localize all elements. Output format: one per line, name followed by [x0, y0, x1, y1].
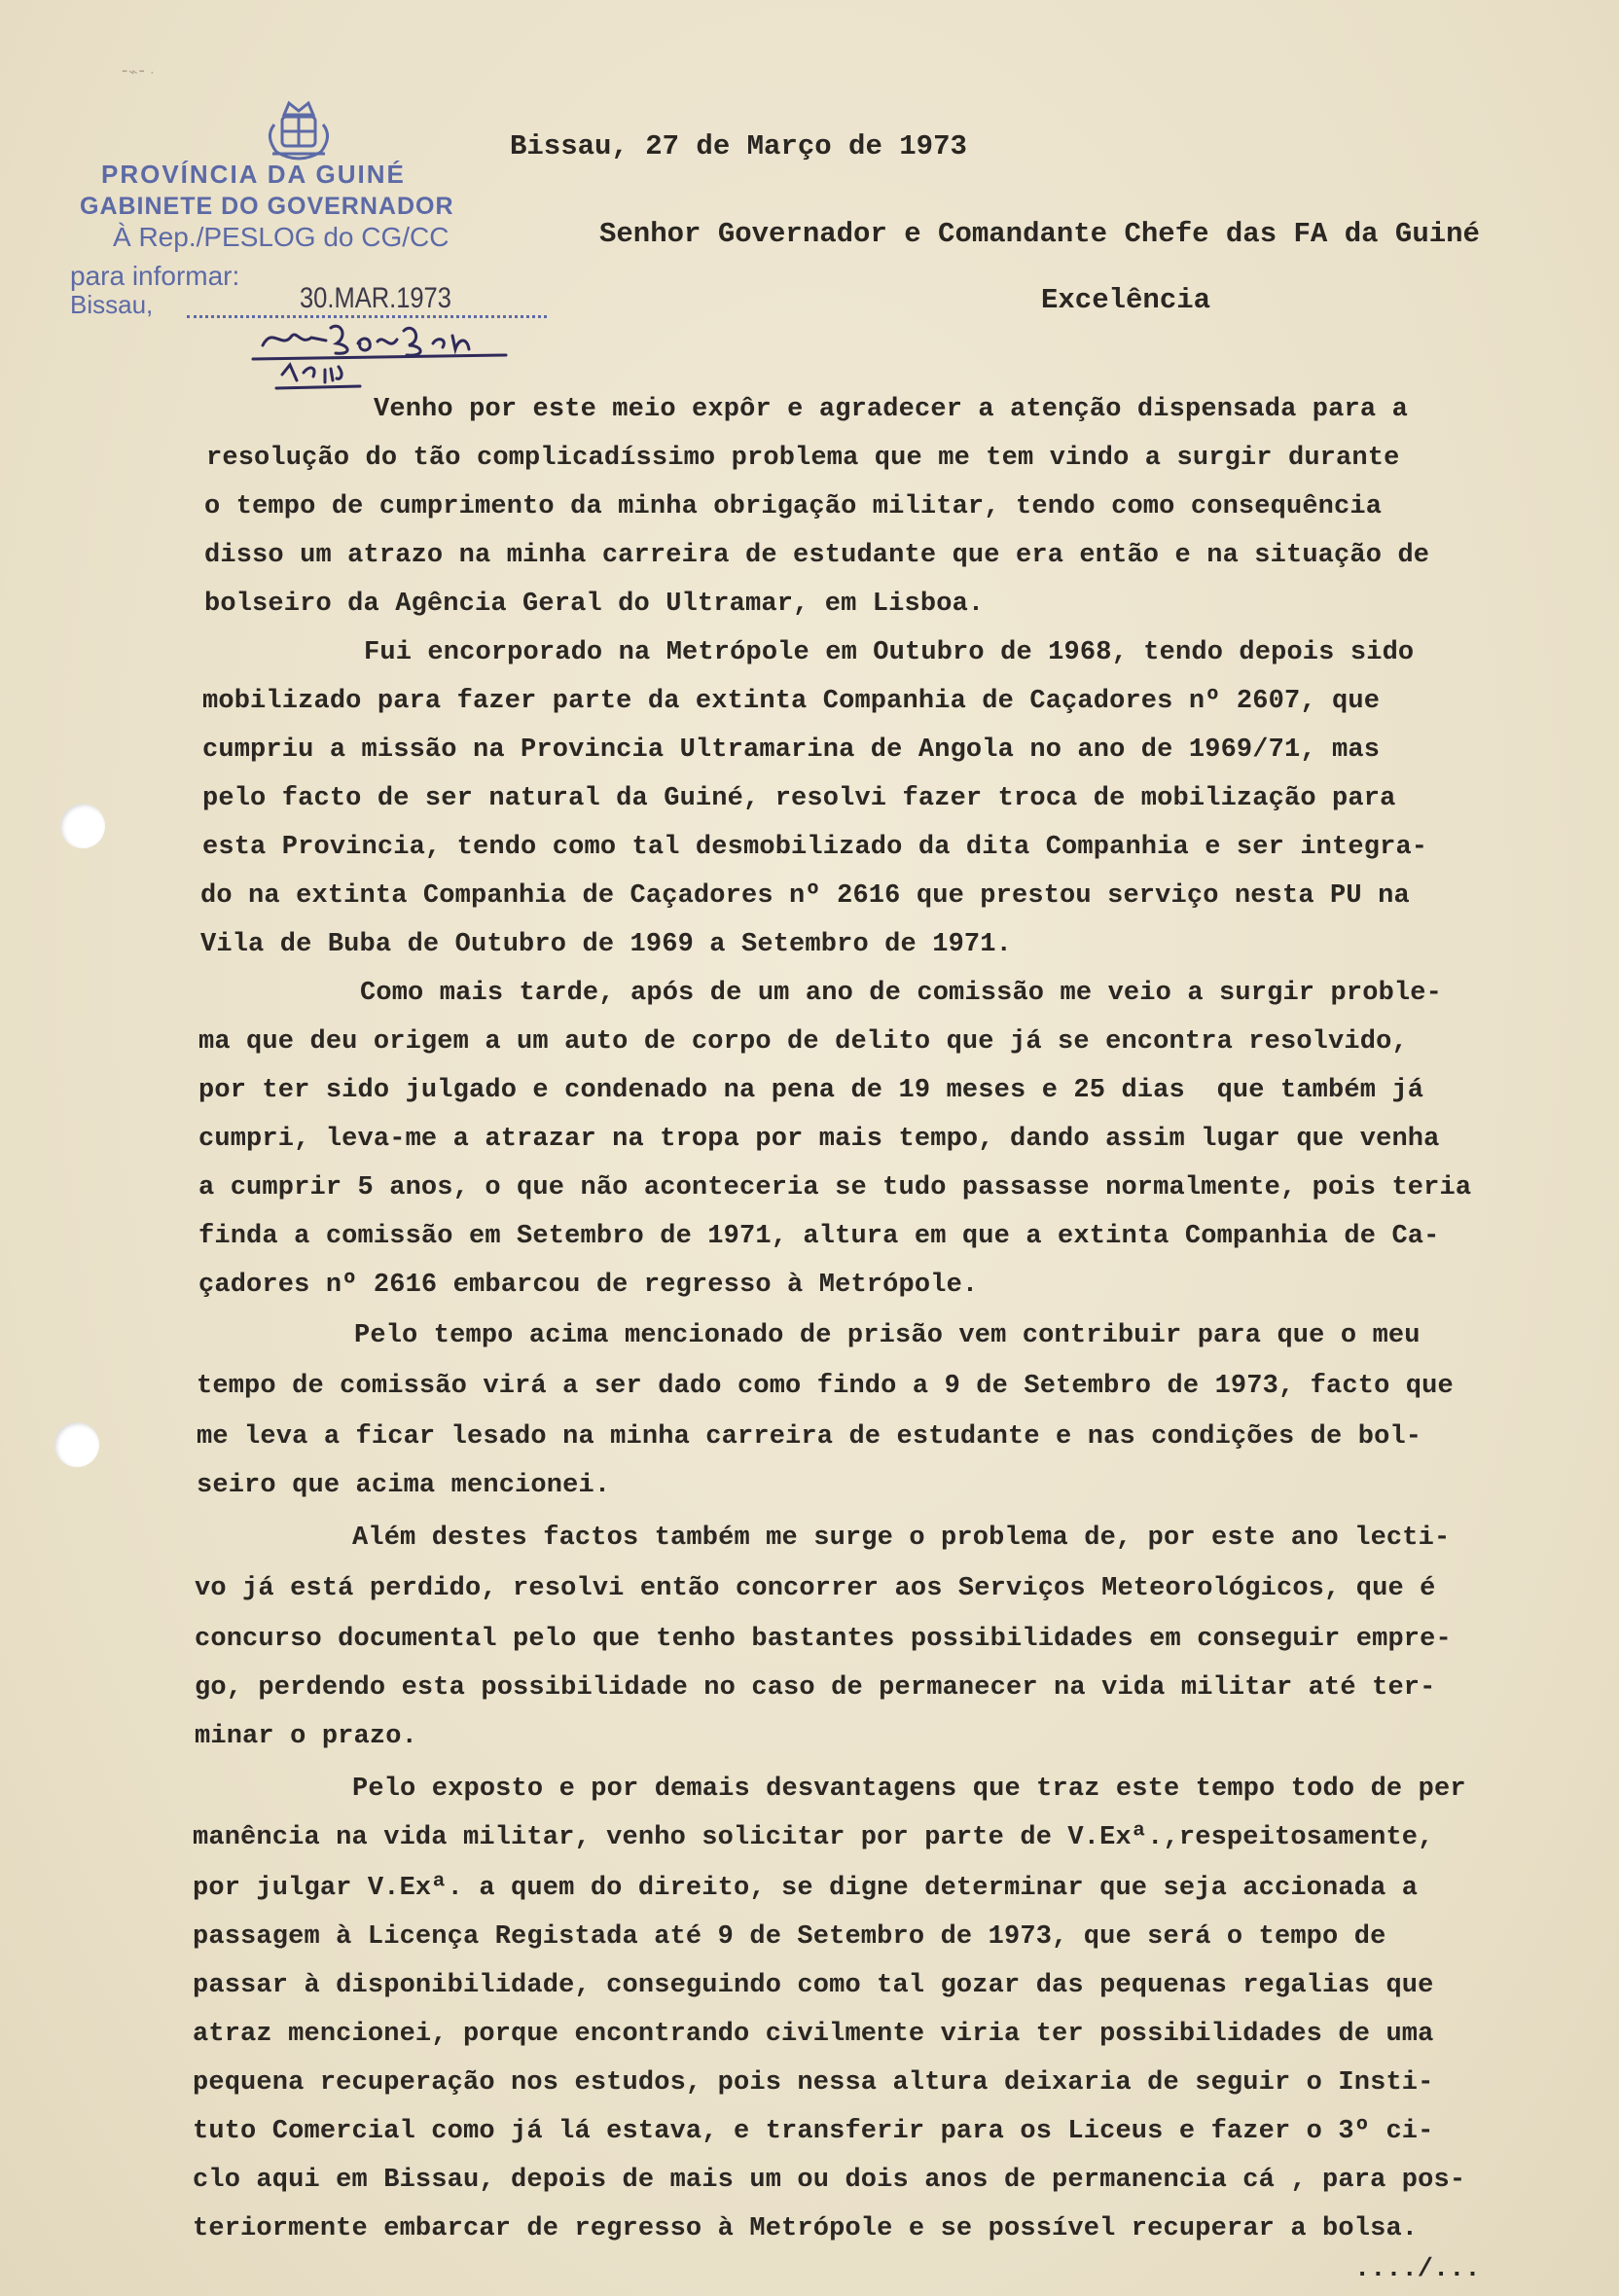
- body-line: Pelo exposto e por demais desvantagens que traz este tempo todo de per: [352, 1775, 1466, 1804]
- body-line: Vila de Buba de Outubro de 1969 a Setembro de 1971.: [200, 930, 1012, 959]
- body-line: tuto Comercial como já lá estava, e transferir para os Liceus e fazer o 3º ci-: [193, 2117, 1434, 2146]
- body-line: disso um atrazo na minha carreira de estudante que era então e na situação de: [204, 541, 1430, 570]
- body-line: seiro que acima mencionei.: [197, 1471, 611, 1500]
- body-line: çadores nº 2616 embarcou de regresso à Metrópole.: [198, 1271, 979, 1300]
- body-line: por ter sido julgado e condenado na pena de 19 meses e 25 dias que também já: [198, 1076, 1424, 1105]
- body-line: o tempo de cumprimento da minha obrigação militar, tendo como consequência: [204, 492, 1383, 521]
- body-line: concurso documental pelo que tenho bastantes possibilidades em conseguir empre-: [195, 1625, 1452, 1654]
- body-line: resolução do tão complicadíssimo problema que me tem vindo a surgir durante: [206, 444, 1400, 473]
- body-line: teriormente embarcar de regresso à Metrópole e se possível recuperar a bolsa.: [193, 2214, 1419, 2243]
- body-line: atraz mencionei, porque encontrando civilmente viria ter possibilidades de uma: [193, 2020, 1434, 2049]
- body-line: go, perdendo esta possibilidade no caso de permanecer na vida militar até ter-: [195, 1673, 1436, 1703]
- body-line: manência na vida militar, venho solicitar por parte de V.Exª.,respeitosamente,: [193, 1823, 1434, 1852]
- body-line: bolseiro da Agência Geral do Ultramar, em Lisboa.: [204, 590, 985, 619]
- addressee-line: Senhor Governador e Comandante Chefe das FA da Guiné: [599, 218, 1480, 250]
- handwritten-signature: [243, 316, 516, 404]
- body-line: Pelo tempo acima mencionado de prisão vem contribuir para que o meu: [354, 1321, 1421, 1350]
- paper-mark: ⁃⌁⁃ ∙: [121, 64, 155, 81]
- continuation-mark: ..../...: [1354, 2255, 1481, 2284]
- body-line: a cumprir 5 anos, o que não aconteceria se tudo passasse normalmente, pois teria: [198, 1173, 1472, 1202]
- body-line: do na extinta Companhia de Caçadores nº 2616 que prestou serviço nesta PU na: [200, 881, 1410, 911]
- body-line: vo já está perdido, resolvi então concorrer aos Serviços Meteorológicos, que é: [195, 1574, 1436, 1603]
- body-line: Venho por este meio expôr e agradecer a atenção dispensada para a: [374, 395, 1408, 424]
- stamp-purpose: para informar:: [70, 261, 240, 291]
- body-line: finda a comissão em Setembro de 1971, altura em que a extinta Companhia de Ca-: [198, 1222, 1440, 1251]
- stamp-place: Bissau,: [70, 290, 154, 319]
- body-line: ma que deu origem a um auto de corpo de delito que já se encontra resolvido,: [198, 1027, 1408, 1057]
- stamp-routing: À Rep./PESLOG do CG/CC: [113, 222, 450, 252]
- body-line: Fui encorporado na Metrópole em Outubro de 1968, tendo depois sido: [364, 638, 1415, 667]
- punch-hole-bottom: [54, 1422, 99, 1467]
- place-date-line: Bissau, 27 de Março de 1973: [510, 130, 967, 162]
- salutation: Excelência: [1041, 284, 1211, 316]
- body-line: cumpriu a missão na Provincia Ultramarina de Angola no ano de 1969/71, mas: [202, 735, 1381, 765]
- punch-hole-top: [60, 804, 105, 848]
- coat-of-arms-icon: [255, 97, 342, 167]
- stamp-office: GABINETE DO GOVERNADOR: [80, 193, 454, 220]
- stamp-date: 30.MAR.1973: [300, 282, 451, 314]
- body-line: clo aqui em Bissau, depois de mais um ou dois anos de permanencia cá , para pos-: [193, 2166, 1466, 2195]
- body-line: cumpri, leva-me a atrazar na tropa por mais tempo, dando assim lugar que venha: [198, 1125, 1440, 1154]
- body-line: me leva a ficar lesado na minha carreira de estudante e nas condições de bol-: [197, 1422, 1422, 1452]
- stamp-province: PROVÍNCIA DA GUINÉ: [101, 160, 406, 189]
- body-line: pequena recuperação nos estudos, pois nessa altura deixaria de seguir o Insti-: [193, 2068, 1434, 2098]
- body-line: pelo facto de ser natural da Guiné, resolvi fazer troca de mobilização para: [202, 784, 1396, 813]
- body-line: minar o prazo.: [195, 1722, 417, 1751]
- body-line: mobilizado para fazer parte da extinta Companhia de Caçadores nº 2607, que: [202, 687, 1381, 716]
- body-line: Além destes factos também me surge o problema de, por este ano lecti-: [352, 1524, 1451, 1553]
- body-line: tempo de comissão virá a ser dado como findo a 9 de Setembro de 1973, facto que: [197, 1372, 1454, 1401]
- body-line: Como mais tarde, após de um ano de comissão me veio a surgir proble-: [360, 979, 1442, 1008]
- body-line: por julgar V.Exª. a quem do direito, se digne determinar que seja accionada a: [193, 1874, 1419, 1903]
- body-line: passagem à Licença Registada até 9 de Setembro de 1973, que será o tempo de: [193, 1922, 1386, 1952]
- body-line: esta Provincia, tendo como tal desmobilizado da dita Companhia e ser integra-: [202, 833, 1428, 862]
- body-line: passar à disponibilidade, conseguindo como tal gozar das pequenas regalias que: [193, 1971, 1434, 2000]
